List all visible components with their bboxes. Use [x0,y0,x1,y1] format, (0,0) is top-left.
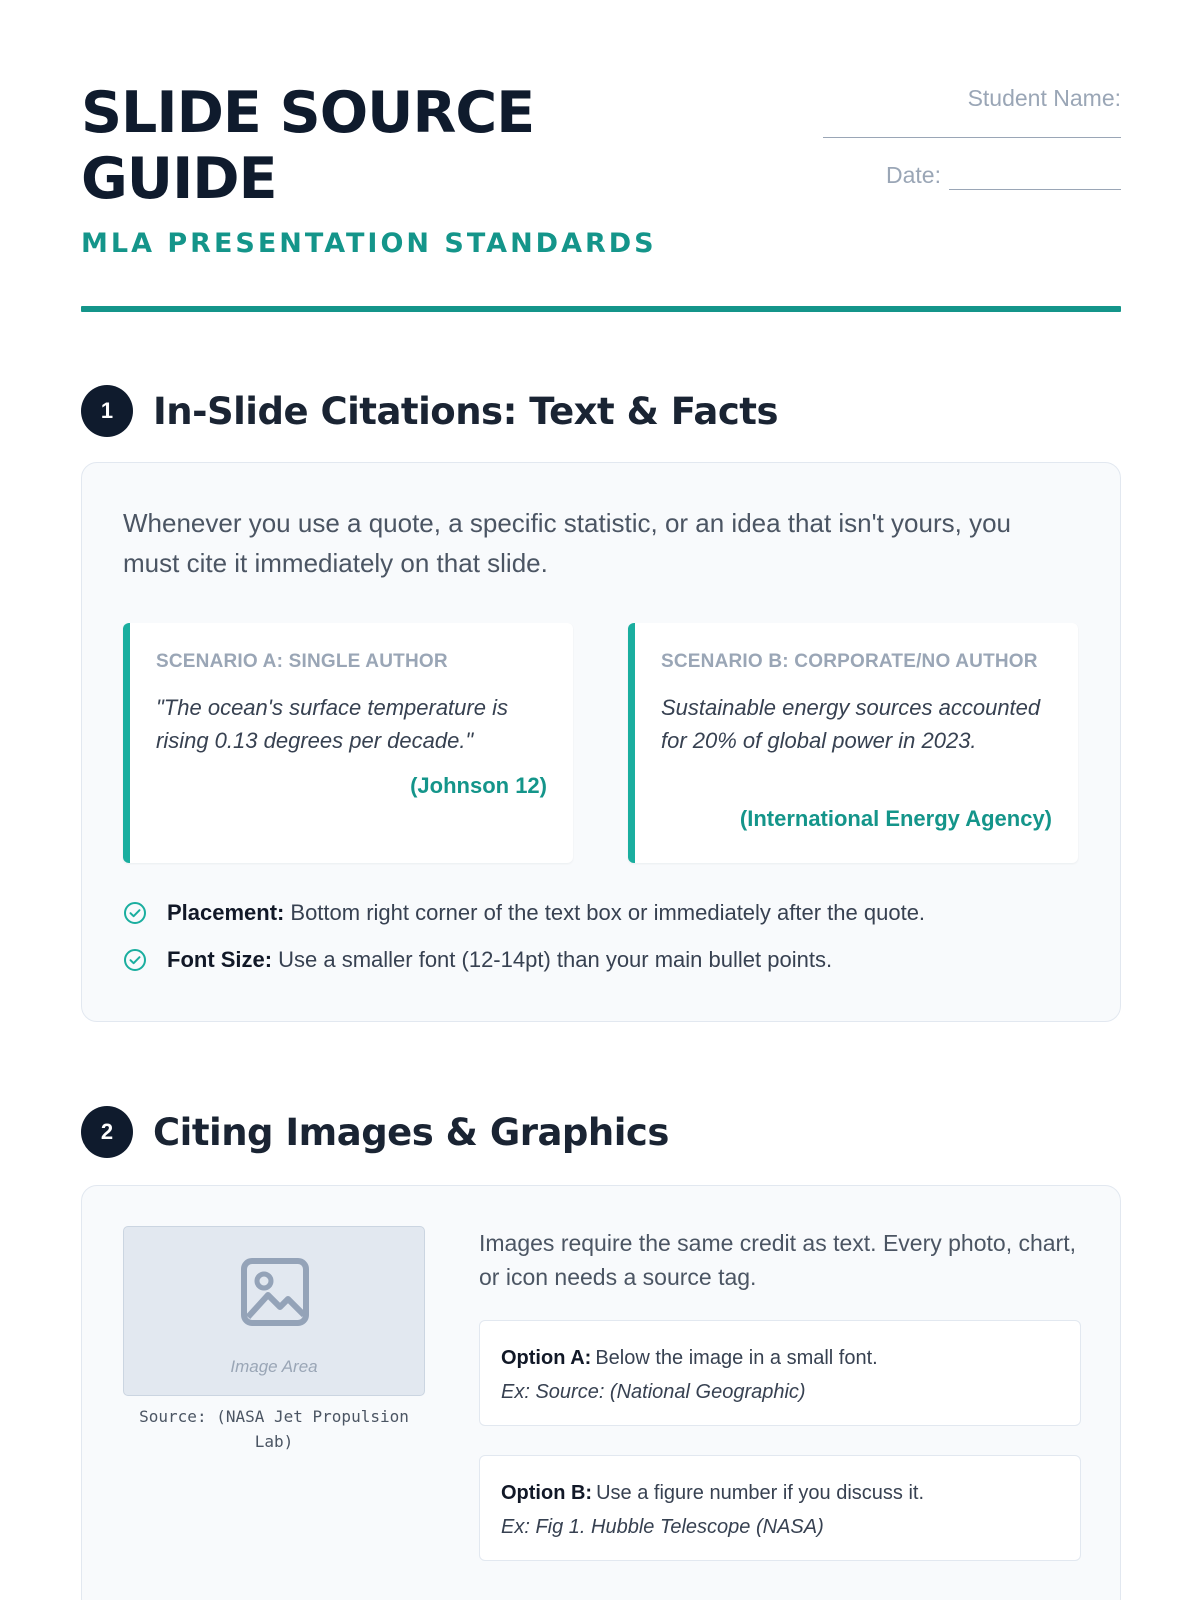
image-source-caption: Source: (NASA Jet Propulsion Lab) [139,1407,409,1451]
check-item-description: Use a smaller font (12-14pt) than your main bullet points. [278,947,833,972]
check-item-text [167,900,925,926]
option-b-text [501,1478,1060,1508]
option-a-card [479,1320,1081,1426]
section-1-card [81,462,1121,1022]
section-2-heading [81,1106,669,1158]
header-divider [81,306,1121,312]
check-item-placement [123,900,925,926]
section-2-card [81,1185,1121,1600]
check-item-description: Bottom right corner of the text box or immediately after the quote. [290,900,926,925]
section-1-heading [81,385,778,437]
page-title: SLIDE SOURCE GUIDE [81,80,535,212]
section-1-number-badge: 1 [81,385,133,437]
scenario-b-citation: (International Energy Agency) [739,806,1052,831]
scenario-b-card [628,623,1078,863]
option-a-description: Below the image in a small font. [595,1347,878,1369]
option-b-term: Option B: [501,1482,593,1504]
check-item-term: Placement: [167,900,285,925]
date-field[interactable] [949,166,1121,190]
scenario-b-quote: Sustainable energy sources accounted for 20% of global power in 2023. [661,695,1041,753]
check-item-text [167,947,832,973]
section-1-intro: Whenever you use a quote, a specific statistic, or an idea that isn't yours, you must cite it immediately on that slide. [123,508,1011,578]
scenario-b-label: SCENARIO B: CORPORATE/NO AUTHOR [661,651,1038,672]
option-a-text [501,1343,1060,1373]
date-label: Date: [886,162,941,188]
check-circle-icon [123,901,147,925]
image-icon [240,1257,310,1327]
option-a-example: Ex: Source: (National Geographic) [501,1381,806,1403]
date-row [823,160,1121,190]
student-name-label: Student Name: [967,85,1121,111]
option-b-example: Ex: Fig 1. Hubble Telescope (NASA) [501,1516,824,1538]
section-2-number-badge: 2 [81,1106,133,1158]
images-description: Images require the same credit as text. Every photo, chart, or icon needs a source tag. [479,1230,1077,1290]
option-a-term: Option A: [501,1347,592,1369]
scenario-a-label: SCENARIO A: SINGLE AUTHOR [156,651,448,672]
scenario-a-citation: (Johnson 12) [410,773,547,798]
page-header [81,80,1121,314]
scenario-a-quote: "The ocean's surface temperature is rising 0.13 degrees per decade." [156,695,508,753]
section-1-title: In-Slide Citations: Text & Facts [153,389,778,433]
check-circle-icon [123,948,147,972]
section-2-title: Citing Images & Graphics [153,1110,669,1154]
option-b-card [479,1455,1081,1561]
student-name-field[interactable] [823,118,1121,138]
check-item-term: Font Size: [167,947,273,972]
student-meta [823,80,1121,190]
image-placeholder-label: Image Area [230,1357,318,1376]
image-placeholder [123,1226,425,1396]
scenario-a-card [123,623,573,863]
check-item-font-size [123,947,832,973]
page-subtitle: MLA PRESENTATION STANDARDS [81,228,657,259]
option-b-description: Use a figure number if you discuss it. [596,1482,925,1504]
